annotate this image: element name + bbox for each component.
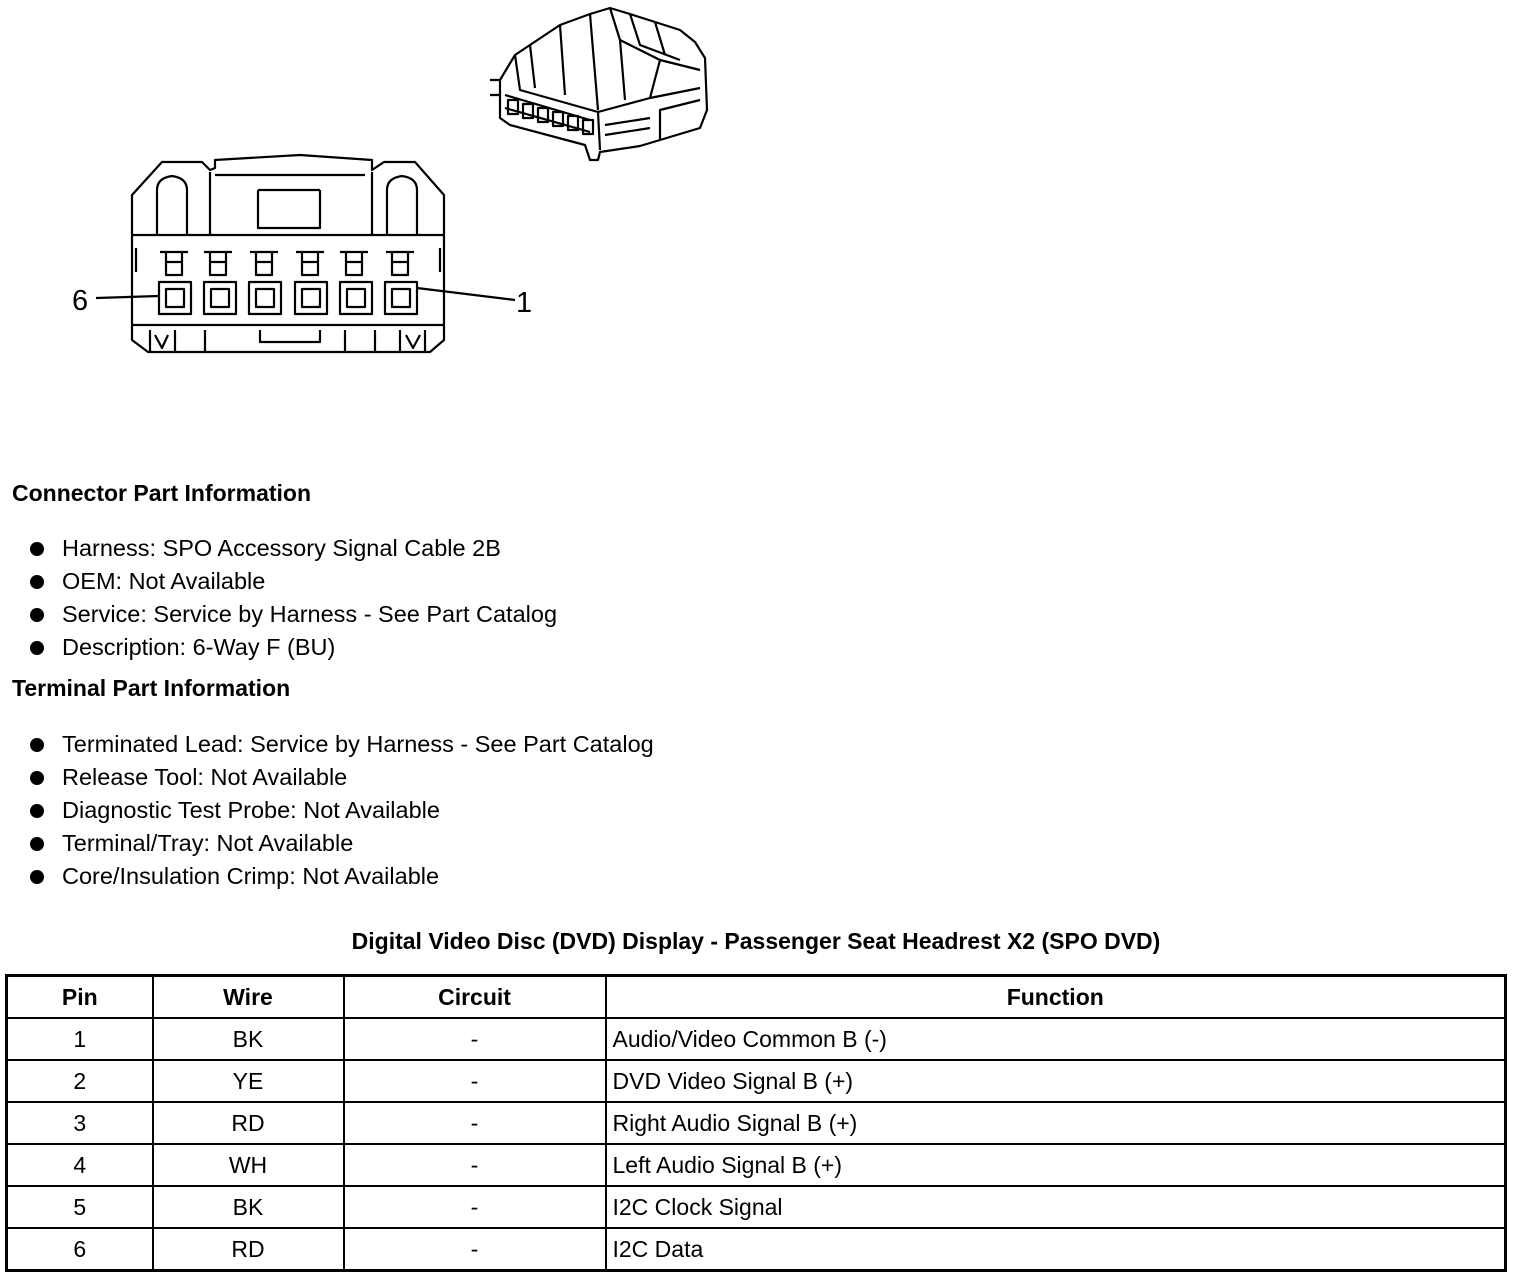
pinout-table [5,974,1507,1272]
bullet-icon [30,837,44,851]
bullet-icon [30,771,44,785]
cell-function: Left Audio Signal B (+) [606,1144,1506,1186]
terminal-part-info-list [30,728,654,893]
cell-pin: 1 [7,1018,153,1060]
list-item: Service: Service by Harness - See Part Catalog [30,598,557,631]
pin-6-leader-line [96,296,159,298]
cell-function: Audio/Video Common B (-) [606,1018,1506,1060]
cell-circuit: - [344,1060,606,1102]
column-header-function: Function [606,976,1506,1019]
cell-wire: RD [153,1102,344,1144]
cell-pin: 4 [7,1144,153,1186]
cell-function: I2C Clock Signal [606,1186,1506,1228]
list-item: Diagnostic Test Probe: Not Available [30,794,654,827]
table-row [7,1102,1506,1144]
cell-circuit: - [344,1018,606,1060]
list-item: OEM: Not Available [30,565,557,598]
column-header-pin: Pin [7,976,153,1019]
table-header-row [7,976,1506,1019]
list-item: Terminated Lead: Service by Harness - See Part Catalog [30,728,654,761]
cell-wire: YE [153,1060,344,1102]
list-item: Description: 6-Way F (BU) [30,631,557,664]
terminal-part-info-heading: Terminal Part Information [12,675,291,701]
connector-part-info-list [30,532,557,664]
cell-circuit: - [344,1144,606,1186]
pin-1-label: 1 [516,287,533,319]
table-row [7,1228,1506,1271]
pin-6-label: 6 [72,285,89,317]
table-title: Digital Video Disc (DVD) Display - Passenger Seat Headrest X2 (SPO DVD) [351,928,1161,954]
list-item: Release Tool: Not Available [30,761,654,794]
connector-front-view [96,155,515,352]
connector-diagram [0,0,760,380]
cell-function: Right Audio Signal B (+) [606,1102,1506,1144]
cell-pin: 5 [7,1186,153,1228]
cell-function: DVD Video Signal B (+) [606,1060,1506,1102]
connector-3d-view [490,8,707,160]
column-header-wire: Wire [153,976,344,1019]
table-row [7,1060,1506,1102]
bullet-icon [30,542,44,556]
cell-wire: BK [153,1018,344,1060]
cell-pin: 3 [7,1102,153,1144]
list-item: Harness: SPO Accessory Signal Cable 2B [30,532,557,565]
list-item: Terminal/Tray: Not Available [30,827,654,860]
pin-1-leader-line [417,288,515,300]
cell-circuit: - [344,1102,606,1144]
cell-wire: WH [153,1144,344,1186]
cell-function: I2C Data [606,1228,1506,1271]
connector-part-info-heading: Connector Part Information [12,480,312,506]
column-header-circuit: Circuit [344,976,606,1019]
cell-wire: BK [153,1186,344,1228]
bullet-icon [30,738,44,752]
cell-circuit: - [344,1228,606,1271]
table-row [7,1018,1506,1060]
cell-pin: 6 [7,1228,153,1271]
cell-pin: 2 [7,1060,153,1102]
table-row [7,1144,1506,1186]
list-item: Core/Insulation Crimp: Not Available [30,860,654,893]
bullet-icon [30,575,44,589]
table-row [7,1186,1506,1228]
cell-circuit: - [344,1186,606,1228]
bullet-icon [30,608,44,622]
bullet-icon [30,804,44,818]
cell-wire: RD [153,1228,344,1271]
bullet-icon [30,870,44,884]
bullet-icon [30,641,44,655]
